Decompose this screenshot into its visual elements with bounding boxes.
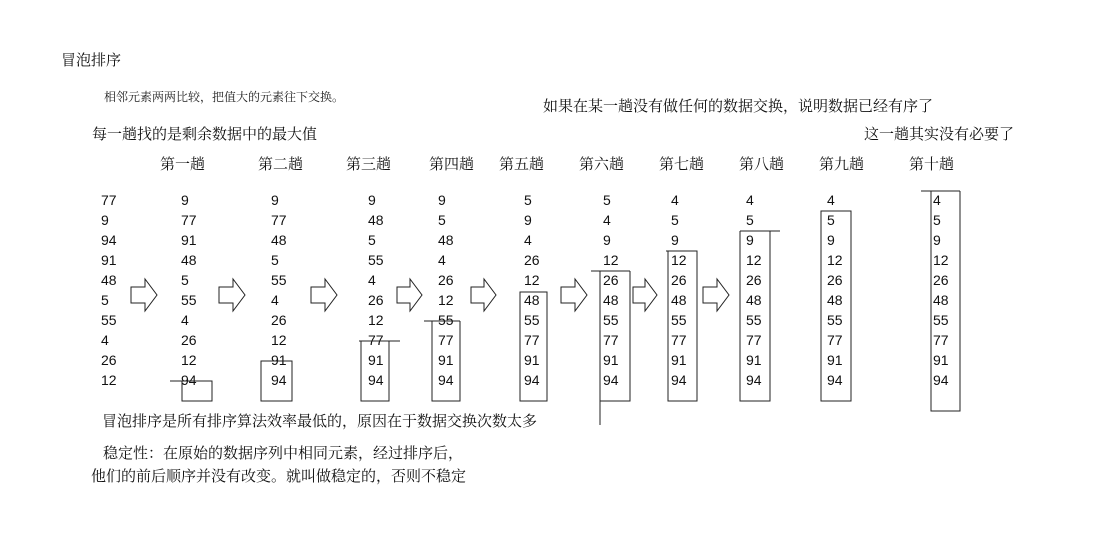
- value-cell: 12: [827, 252, 843, 268]
- value-cell: 94: [271, 372, 287, 388]
- value-cell: 5: [101, 292, 109, 308]
- value-cell: 94: [101, 232, 117, 248]
- value-cell: 55: [438, 312, 454, 328]
- value-cell: 5: [368, 232, 376, 248]
- value-cell: 48: [368, 212, 384, 228]
- pass-label-1: 第一趟: [160, 155, 206, 173]
- value-cell: 5: [933, 212, 941, 228]
- value-cell: 91: [671, 352, 687, 368]
- arrow-right-icon: [219, 279, 245, 311]
- value-cell: 94: [671, 372, 687, 388]
- value-cell: 91: [181, 232, 197, 248]
- value-cell: 26: [438, 272, 454, 288]
- note-each-pass: 每一趟找的是剩余数据中的最大值: [92, 125, 318, 143]
- value-cell: 55: [933, 312, 949, 328]
- value-cell: 26: [933, 272, 949, 288]
- value-cell: 4: [746, 192, 754, 208]
- sorted-box-pass-9: [821, 211, 851, 401]
- value-cell: 12: [671, 252, 687, 268]
- value-cell: 26: [271, 312, 287, 328]
- value-cell: 9: [271, 192, 279, 208]
- value-cell: 12: [603, 252, 619, 268]
- value-cell: 9: [524, 212, 532, 228]
- value-cell: 48: [271, 232, 287, 248]
- value-cell: 9: [827, 232, 835, 248]
- value-cell: 4: [181, 312, 189, 328]
- value-cell: 94: [181, 372, 197, 388]
- footer-efficiency: 冒泡排序是所有排序算法效率最低的，原因在于数据交换次数太多: [102, 412, 538, 430]
- value-cell: 12: [746, 252, 762, 268]
- value-cell: 77: [827, 332, 843, 348]
- arrow-right-icon: [131, 279, 157, 311]
- value-cell: 91: [603, 352, 619, 368]
- pass-label-10: 第十趟: [909, 155, 955, 173]
- value-cell: 5: [671, 212, 679, 228]
- sorted-box-pass-5: [520, 292, 547, 401]
- value-cell: 12: [438, 292, 454, 308]
- value-cell: 55: [368, 252, 384, 268]
- value-cell: 91: [438, 352, 454, 368]
- value-cell: 55: [671, 312, 687, 328]
- value-cell: 4: [671, 192, 679, 208]
- value-cell: 55: [524, 312, 540, 328]
- value-cell: 12: [181, 352, 197, 368]
- arrow-right-icon: [561, 279, 587, 311]
- value-cell: 55: [827, 312, 843, 328]
- value-cell: 9: [101, 212, 109, 228]
- value-cell: 4: [933, 192, 941, 208]
- value-cell: 48: [827, 292, 843, 308]
- value-cell: 4: [603, 212, 611, 228]
- value-cell: 77: [368, 332, 384, 348]
- value-cell: 12: [933, 252, 949, 268]
- subtitle: 相邻元素两两比较，把值大的元素往下交换。: [104, 90, 345, 104]
- value-cell: 5: [438, 212, 446, 228]
- value-cell: 55: [101, 312, 117, 328]
- value-cell: 77: [438, 332, 454, 348]
- value-cell: 5: [746, 212, 754, 228]
- value-cell: 77: [524, 332, 540, 348]
- value-cell: 4: [438, 252, 446, 268]
- value-cell: 77: [271, 212, 287, 228]
- value-cell: 5: [271, 252, 279, 268]
- value-cell: 91: [368, 352, 384, 368]
- note-unnecessary: 这一趟其实没有必要了: [864, 125, 1015, 143]
- value-cell: 94: [746, 372, 762, 388]
- sorted-box-pass-7: [666, 251, 697, 401]
- value-cell: 9: [933, 232, 941, 248]
- value-cell: 48: [746, 292, 762, 308]
- value-cell: 48: [438, 232, 454, 248]
- value-cell: 26: [181, 332, 197, 348]
- value-cell: 91: [271, 352, 287, 368]
- arrow-right-icon: [633, 279, 657, 311]
- value-cell: 4: [827, 192, 835, 208]
- value-cell: 26: [368, 292, 384, 308]
- value-cell: 12: [368, 312, 384, 328]
- value-cell: 91: [101, 252, 117, 268]
- value-cell: 26: [827, 272, 843, 288]
- pass-label-5: 第五趟: [499, 155, 545, 173]
- value-cell: 26: [603, 272, 619, 288]
- pass-label-3: 第三趟: [346, 155, 392, 173]
- sorted-box-pass-1: [170, 381, 212, 401]
- pass-label-2: 第二趟: [258, 155, 304, 173]
- value-cell: 48: [181, 252, 197, 268]
- footer-stability-line-2: 他们的前后顺序并没有改变。就叫做稳定的，否则不稳定: [91, 467, 467, 485]
- arrow-right-icon: [471, 279, 496, 311]
- value-cell: 5: [181, 272, 189, 288]
- pass-label-4: 第四趟: [429, 155, 475, 173]
- value-cell: 4: [524, 232, 532, 248]
- value-cell: 48: [603, 292, 619, 308]
- value-cell: 91: [933, 352, 949, 368]
- value-cell: 26: [101, 352, 117, 368]
- page-title: 冒泡排序: [61, 51, 122, 69]
- value-cell: 9: [671, 232, 679, 248]
- value-cell: 48: [671, 292, 687, 308]
- value-cell: 5: [524, 192, 532, 208]
- value-cell: 77: [101, 192, 117, 208]
- value-cell: 77: [181, 212, 197, 228]
- value-cell: 12: [524, 272, 540, 288]
- sorted-box-pass-4: [424, 321, 460, 401]
- value-cell: 5: [603, 192, 611, 208]
- value-cell: 12: [271, 332, 287, 348]
- value-cell: 94: [933, 372, 949, 388]
- pass-label-6: 第六趟: [579, 155, 625, 173]
- value-cell: 48: [101, 272, 117, 288]
- value-cell: 55: [603, 312, 619, 328]
- sorted-box-pass-2: [261, 361, 292, 401]
- value-cell: 12: [101, 372, 117, 388]
- note-if-no-swap: 如果在某一趟没有做任何的数据交换，说明数据已经有序了: [543, 97, 934, 115]
- arrow-right-icon: [703, 279, 729, 311]
- sorted-box-pass-6: [591, 271, 630, 425]
- value-cell: 55: [746, 312, 762, 328]
- value-cell: 9: [603, 232, 611, 248]
- sorted-box-pass-10: [921, 191, 960, 411]
- value-cell: 4: [101, 332, 109, 348]
- value-cell: 77: [671, 332, 687, 348]
- value-cell: 4: [368, 272, 376, 288]
- value-cell: 94: [524, 372, 540, 388]
- value-cell: 91: [746, 352, 762, 368]
- value-cell: 5: [827, 212, 835, 228]
- value-cell: 55: [181, 292, 197, 308]
- sorted-box-pass-3: [359, 341, 400, 401]
- pass-label-8: 第八趟: [739, 155, 785, 173]
- value-cell: 91: [827, 352, 843, 368]
- value-cell: 26: [746, 272, 762, 288]
- value-cell: 9: [746, 232, 754, 248]
- pass-label-9: 第九趟: [819, 155, 865, 173]
- value-cell: 91: [524, 352, 540, 368]
- value-cell: 94: [827, 372, 843, 388]
- sorted-box-pass-8: [740, 231, 780, 401]
- arrow-right-icon: [397, 279, 422, 311]
- value-cell: 4: [271, 292, 279, 308]
- arrow-right-icon: [311, 279, 337, 311]
- value-cell: 26: [671, 272, 687, 288]
- value-cell: 26: [524, 252, 540, 268]
- value-cell: 77: [746, 332, 762, 348]
- pass-label-7: 第七趟: [659, 155, 705, 173]
- value-cell: 9: [438, 192, 446, 208]
- footer-stability-line-1: 稳定性：在原始的数据序列中相同元素，经过排序后，: [103, 444, 464, 462]
- value-cell: 48: [524, 292, 540, 308]
- value-cell: 94: [603, 372, 619, 388]
- value-cell: 94: [438, 372, 454, 388]
- value-cell: 77: [603, 332, 619, 348]
- value-cell: 55: [271, 272, 287, 288]
- value-cell: 94: [368, 372, 384, 388]
- value-cell: 9: [181, 192, 189, 208]
- value-cell: 48: [933, 292, 949, 308]
- value-cell: 77: [933, 332, 949, 348]
- value-cell: 9: [368, 192, 376, 208]
